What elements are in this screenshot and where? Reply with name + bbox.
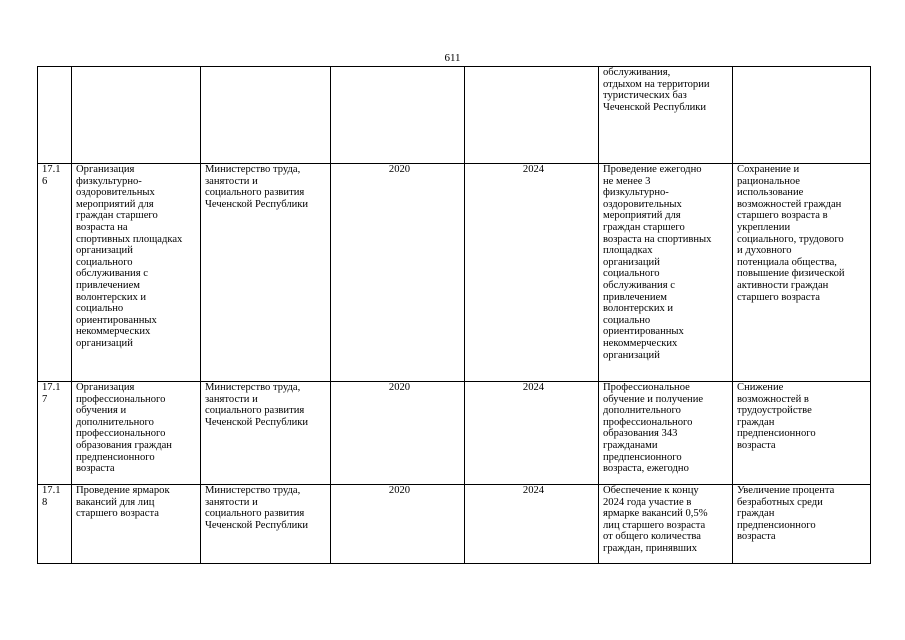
end-year-cell <box>465 67 599 164</box>
table-row <box>38 67 871 164</box>
goal-cell: Снижение возможностей в трудоустройстве граждан предпенсионного возраста <box>733 382 871 485</box>
page-number: 611 <box>444 52 461 64</box>
goal-cell <box>733 67 871 164</box>
executor-cell: Министерство труда, занятости и социального развития Чеченской Республики <box>201 164 331 382</box>
expected-result-cell: Профессиональное обучение и получение дополнительного профессионального образования 343 гражданами предпенсионного возраста, ежегодно <box>599 382 733 485</box>
table-row <box>38 485 871 564</box>
expected-result-cell: Обеспечение к концу 2024 года участие в ярмарке вакансий 0,5% лиц старшего возраста от общего количества граждан, принявших <box>599 485 733 564</box>
executor-cell: Министерство труда, занятости и социального развития Чеченской Республики <box>201 485 331 564</box>
expected-result-cell: обслуживания, отдыхом на территории туристических баз Чеченской Республики <box>599 67 733 164</box>
start-year-cell: 2020 <box>331 164 465 382</box>
end-year-cell: 2024 <box>465 382 599 485</box>
table-row <box>38 164 871 382</box>
end-year-cell: 2024 <box>465 485 599 564</box>
executor-cell <box>201 67 331 164</box>
measures-table <box>37 66 871 564</box>
start-year-cell: 2020 <box>331 485 465 564</box>
start-year-cell: 2020 <box>331 382 465 485</box>
row-number-cell: 17.1 6 <box>38 164 72 382</box>
row-number-cell: 17.1 8 <box>38 485 72 564</box>
measure-name-cell <box>72 67 201 164</box>
expected-result-cell: Проведение ежегодно не менее 3 физкультурно- оздоровительных мероприятий для граждан старшего возраста на спортивных площадках организаций социального обслуживания с привлечением волонтерских и социально ориентированных некоммерческих организаций <box>599 164 733 382</box>
goal-cell: Сохранение и рациональное использование возможностей граждан старшего возраста в укреплении социального, трудового и духовного потенциала общества, повышение физической активности граждан старшего возраста <box>733 164 871 382</box>
row-number-cell: 17.1 7 <box>38 382 72 485</box>
measure-name-cell: Организация физкультурно- оздоровительных мероприятий для граждан старшего возраста на спортивных площадках организаций социального обслуживания с привлечением волонтерских и социально ориентированных некоммерческих организаций <box>72 164 201 382</box>
executor-cell: Министерство труда, занятости и социального развития Чеченской Республики <box>201 382 331 485</box>
start-year-cell <box>331 67 465 164</box>
table-row <box>38 382 871 485</box>
measure-name-cell: Организация профессионального обучения и дополнительного профессионального образования граждан предпенсионного возраста <box>72 382 201 485</box>
goal-cell: Увеличение процента безработных среди граждан предпенсионного возраста <box>733 485 871 564</box>
row-number-cell <box>38 67 72 164</box>
end-year-cell: 2024 <box>465 164 599 382</box>
measure-name-cell: Проведение ярмарок вакансий для лиц старшего возраста <box>72 485 201 564</box>
